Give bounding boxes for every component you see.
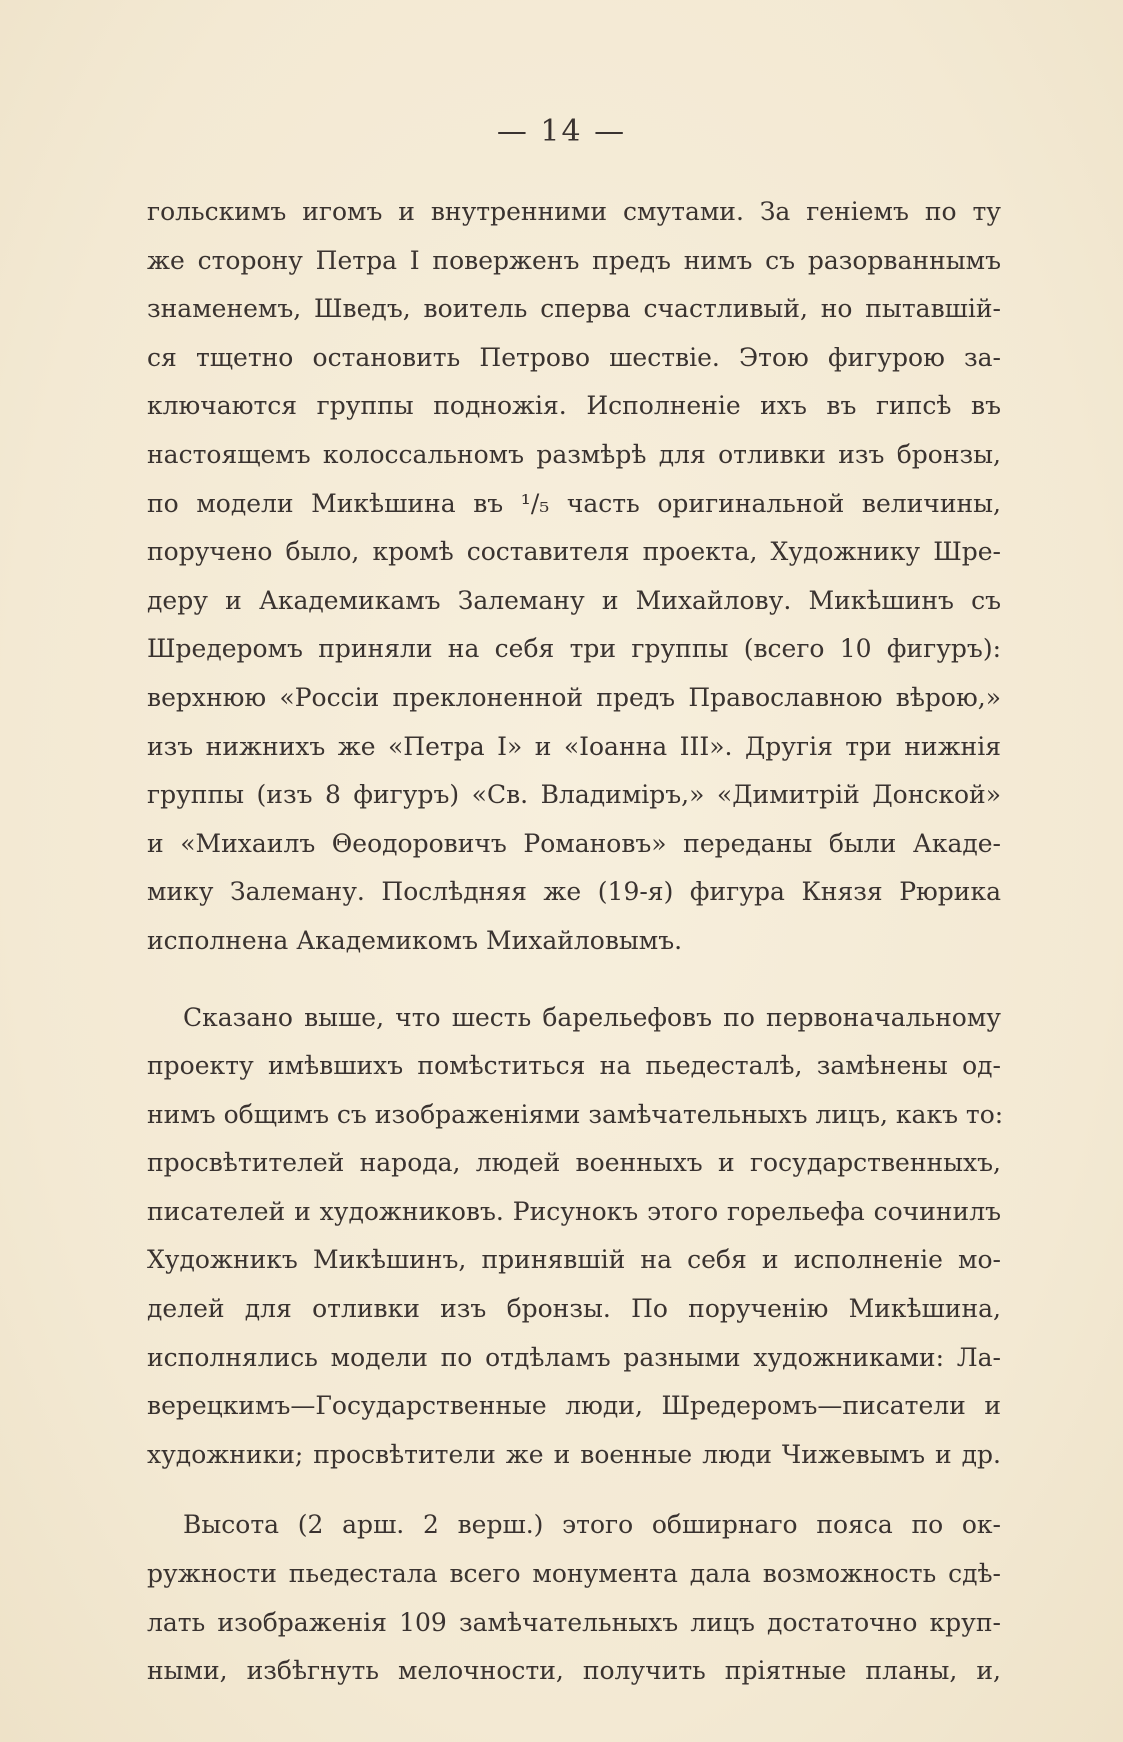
text-line: знаменемъ, Шведъ, воитель сперва счастливый, но пытавшій- <box>147 294 1001 324</box>
text-line: Шредеромъ приняли на себя три группы (всего 10 фигуръ): <box>147 634 1001 664</box>
text-line: проекту имѣвшихъ помѣститься на пьедесталѣ, замѣнены од- <box>147 1051 1001 1081</box>
text-line: гольскимъ игомъ и внутренними смутами. За геніемъ по ту <box>147 197 1001 226</box>
text-line: Высота (2 арш. 2 верш.) этого обширнаго пояса по ок- <box>183 1510 1001 1540</box>
text-line: деру и Академикамъ Залеману и Михайлову. Микѣшинъ съ <box>147 585 1001 615</box>
text-line: ключаются группы подножія. Исполненіе ихъ въ гипсѣ въ <box>147 391 1001 421</box>
text-line: поручено было, кромѣ составителя проекта, Художнику Шре- <box>147 537 1001 567</box>
text-line: мику Залеману. Послѣдняя же (19-я) фигура Князя Рюрика <box>147 877 1001 907</box>
text-line: художники; просвѣтители же и военные люди Чижевымъ и др. <box>147 1439 1001 1469</box>
text-line: верецкимъ—Государственные люди, Шредеромъ—писатели и <box>147 1391 1001 1421</box>
text-line: ся тщетно остановить Петрово шествіе. Этою фигурою за- <box>147 342 1001 372</box>
text-line: изъ нижнихъ же «Петра I» и «Іоанна III». Другія три нижнія <box>147 731 1001 761</box>
text-line: Сказано выше, что шесть барельефовъ по первоначальному <box>183 1002 1001 1032</box>
text-line: делей для отливки изъ бронзы. По порученію Микѣшина, <box>147 1294 1001 1324</box>
text-line: ружности пьедестала всего монумента дала возможность сдѣ- <box>147 1559 1001 1589</box>
page-number: — 14 — <box>496 114 627 149</box>
paragraph-3 <box>147 1501 1001 1695</box>
text-line: группы (изъ 8 фигуръ) «Св. Владиміръ,» «Димитрій Донской» <box>147 780 1001 810</box>
text-line: ными, избѣгнуть мелочности, получить пріятные планы, и, <box>147 1656 1001 1686</box>
text-line: исполнена Академикомъ Михайловымъ. <box>147 925 683 955</box>
paragraph-1 <box>147 188 1001 966</box>
paragraph-2 <box>147 994 1004 1480</box>
text-line: по модели Микѣшина въ ¹/₅ часть оригинальной величины, <box>147 488 1001 518</box>
text-line: настоящемъ колоссальномъ размѣрѣ для отливки изъ бронзы, <box>147 439 1001 469</box>
text-line: Художникъ Микѣшинъ, принявшій на себя и исполненіе мо- <box>147 1245 1001 1275</box>
text-line: писателей и художниковъ. Рисунокъ этого горельефа сочинилъ <box>147 1196 1001 1226</box>
text-line: и «Михаилъ Θеодоровичъ Романовъ» переданы были Акаде- <box>147 828 1001 858</box>
text-line: же сторону Петра I поверженъ предъ нимъ съ разорваннымъ <box>147 245 1001 275</box>
body-text <box>147 188 1004 1696</box>
text-line: нимъ общимъ съ изображеніями замѣчательныхъ лицъ, какъ то: <box>147 1099 1004 1129</box>
text-line: просвѣтителей народа, людей военныхъ и государственныхъ, <box>147 1148 1001 1178</box>
text-line: верхнюю «Россіи преклоненной предъ Православною вѣрою,» <box>147 682 1001 712</box>
text-line: лать изображенія 109 замѣчательныхъ лицъ достаточно круп- <box>147 1607 1001 1637</box>
text-line: исполнялись модели по отдѣламъ разными художниками: Ла- <box>147 1342 1001 1372</box>
